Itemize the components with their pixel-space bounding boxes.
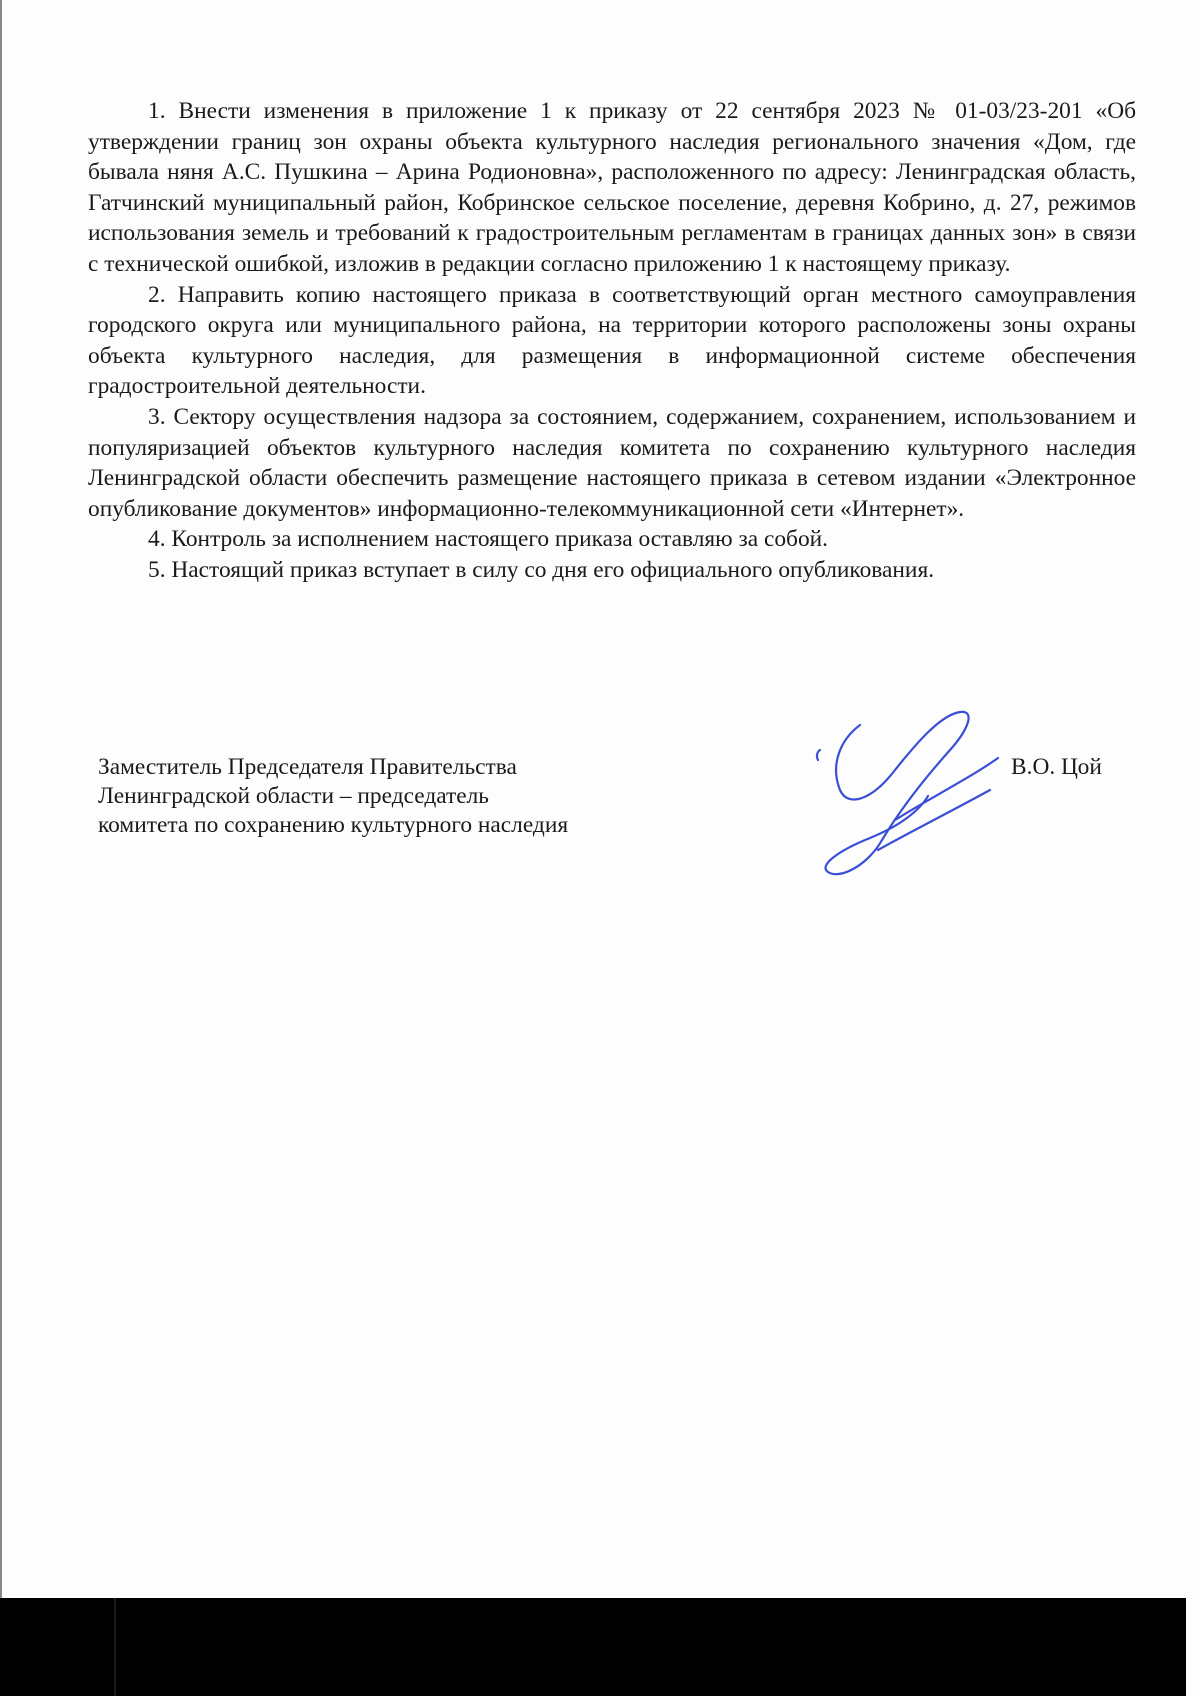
signatory-position-line-3: комитета по сохранению культурного наследия [98,812,569,838]
order-body [88,96,1136,586]
signatory-position-line-1: Заместитель Председателя Правительства [98,754,517,780]
signatory-name: В.О. Цой [1011,754,1102,780]
signatory-position-line-2: Ленинградской области – председатель [98,783,489,809]
paragraph-1: 1. Внести изменения в приложение 1 к приказу от 22 сентября 2023 № 01-03/23-201 «Об утверждении границ зон охраны объекта культурного наследия регионального значения «Дом, где бывала няня А.С. Пушкина – Арина Родионовна», расположенного по адресу: Ленинградская область, Гатчинский муниципальный район, Кобринское сельское поселение, деревня Кобрино, д. 27, режимов использования земель и требований к градостроительным регламентам в границах данных зон» в связи с технической ошибкой, изложив в редакции согласно приложению 1 к настоящему приказу. [88,98,1136,277]
signature-stroke-4 [817,750,820,760]
handwritten-signature [800,700,1010,890]
scan-edge [0,0,2,1696]
paragraph-5: 5. Настоящий приказ вступает в силу со дня его официального опубликования. [148,556,935,583]
paragraph-2: 2. Направить копию настоящего приказа в соответствующий орган местного самоуправления городского округа или муниципального района, на территории которого расположены зоны охраны объекта культурного наследия, для размещения в информационной системе обеспечения градостроительной деятельности. [88,281,1136,400]
signature-stroke-2 [895,758,998,820]
paragraph-4: 4. Контроль за исполнением настоящего приказа оставляю за собой. [148,526,829,553]
scan-footer-band [0,1598,1186,1696]
paragraph-3: 3. Сектору осуществления надзора за состоянием, содержанием, сохранением, использованием и популяризацией объектов культурного наследия комитета по сохранению культурного наследия Ленинградской области обеспечить размещение настоящего приказа в сетевом издании «Электронное опубликование документов» информационно-телекоммуникационной сети «Интернет». [88,403,1136,522]
signature-stroke-1 [826,712,969,874]
signatory-position [98,753,568,840]
scan-footer-seam [114,1598,116,1696]
